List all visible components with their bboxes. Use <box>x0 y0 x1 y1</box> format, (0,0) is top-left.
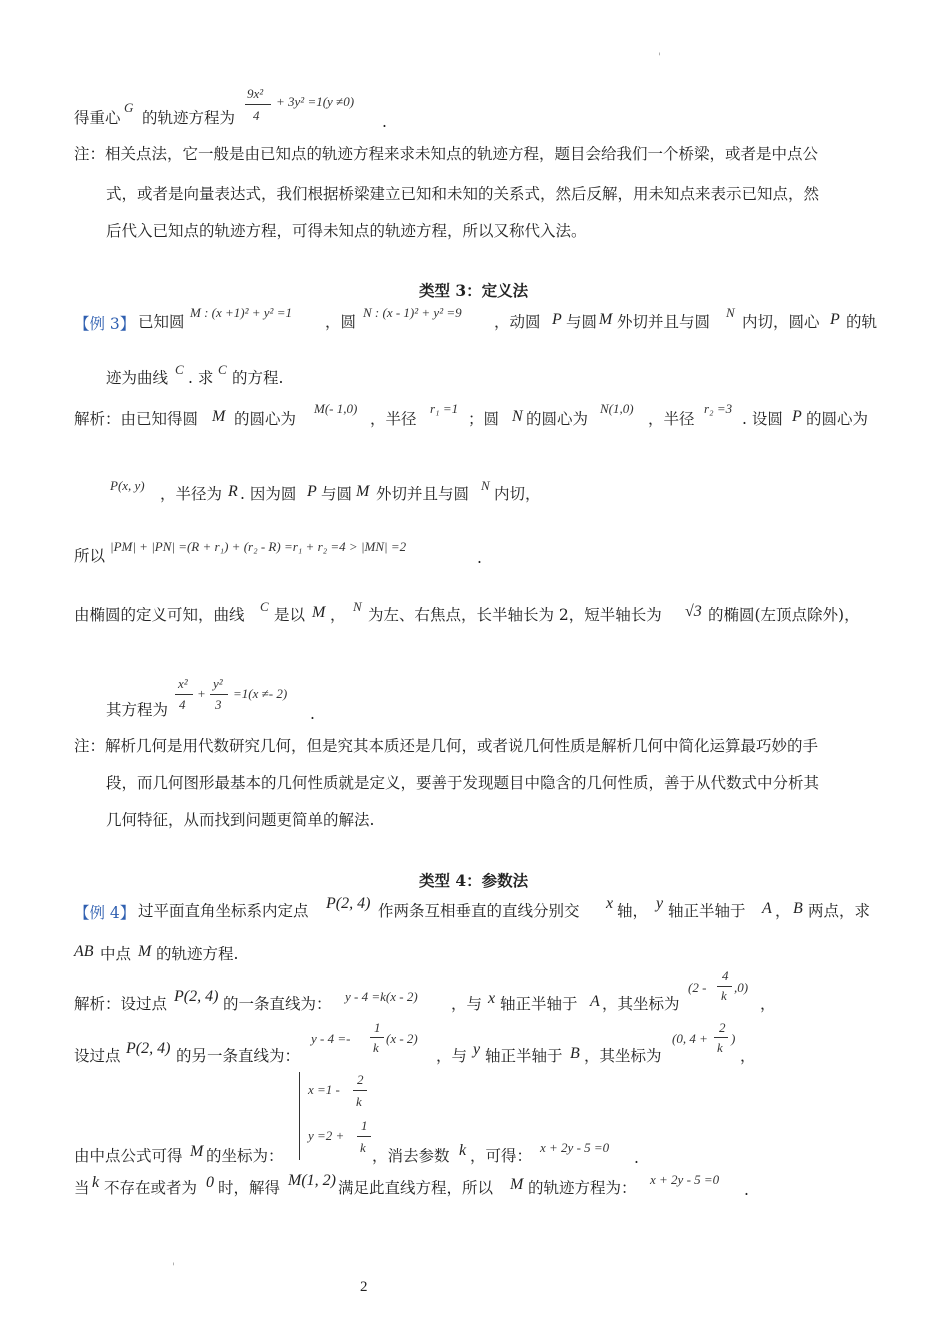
note2-line-2: 段，而几何图形最基本的几何性质就是定义，要善于发现题目中隐含的几何性质，善于从代数式中分析其 <box>106 774 820 792</box>
footer-mark: ' <box>172 1262 175 1273</box>
equation-rest: =1(x ≠- 2) <box>233 686 288 701</box>
fraction-denominator: 3 <box>215 697 222 712</box>
text: 由椭圆的定义可知，曲线 <box>74 606 245 624</box>
var-b: B <box>793 900 803 917</box>
system-eq2: y =2 + <box>308 1128 345 1143</box>
comma: ， <box>760 995 776 1013</box>
var-x: x <box>606 895 614 912</box>
var-m: M <box>510 1176 524 1193</box>
page-number: 2 <box>360 1279 368 1295</box>
text: ，与 <box>451 995 483 1013</box>
var-c: C <box>175 362 184 377</box>
coord-prefix: (2 - <box>688 980 707 995</box>
number-zero: 0 <box>206 1174 214 1191</box>
coord-suffix: ) <box>731 1031 736 1046</box>
fraction-numerator: 2 <box>719 1020 726 1035</box>
section-heading-type3: 类型 3：定义法 <box>419 281 529 300</box>
center-m: M(- 1,0) <box>314 401 358 416</box>
note1-line-1: 注：相关点法，它一般是由已知点的轨迹方程来求未知点的轨迹方程，题目会给我们一个桥梁，或者是中点公 <box>74 145 819 163</box>
example-label: 【例 3】 <box>74 315 136 333</box>
radius-r1: r₁ =1 <box>430 401 459 416</box>
text: ， <box>775 902 791 920</box>
var-c: C <box>218 362 227 377</box>
fraction-denominator: k <box>356 1094 362 1109</box>
text: 迹为曲线 <box>106 369 169 387</box>
fraction-numerator: x² <box>178 676 188 691</box>
text: 的轨迹方程. <box>156 945 239 963</box>
text: ，半径 <box>648 410 695 428</box>
text: 轴正半轴于 <box>668 902 746 920</box>
text: . 设圆 <box>742 410 783 428</box>
comma: ， <box>740 1047 756 1065</box>
fraction-numerator: 1 <box>374 1020 381 1035</box>
var-n: N <box>726 305 735 320</box>
var-p: P <box>792 408 802 425</box>
text: 的轨迹方程为 <box>142 109 236 127</box>
fraction-bar <box>210 694 228 695</box>
fraction-denominator: k <box>373 1040 379 1055</box>
fraction-numerator: 4 <box>722 968 729 983</box>
text: 的圆心为 <box>806 410 869 428</box>
text: 外切并且与圆 <box>617 313 711 331</box>
var-m: M <box>190 1143 204 1160</box>
text: 为左、右焦点，长半轴长为 2，短半轴长为 <box>368 606 662 624</box>
var-k: k <box>459 1142 467 1159</box>
period: . <box>382 113 387 131</box>
var-c: C <box>260 599 269 614</box>
text: ，动圆 <box>494 313 541 331</box>
text: 的轨迹方程为： <box>528 1179 637 1197</box>
text: 当 <box>74 1179 90 1197</box>
text: 得重心 <box>74 109 121 127</box>
text: 时，解得 <box>218 1179 281 1197</box>
text: 不存在或者为 <box>104 1179 198 1197</box>
line-equation: y - 4 =k(x - 2) <box>345 989 418 1004</box>
text: 内切， <box>494 485 541 503</box>
fraction-numerator: 2 <box>357 1072 364 1087</box>
var-y: y <box>656 895 664 912</box>
header-mark: ' <box>658 52 661 63</box>
segment-ab: AB <box>74 943 94 960</box>
period: . <box>744 1181 749 1199</box>
text: . 求 <box>188 369 214 387</box>
radius-r2: r₂ =3 <box>704 401 733 416</box>
fraction-bar <box>175 694 193 695</box>
text: ，半径为 <box>160 485 223 503</box>
fraction-numerator: y² <box>213 676 223 691</box>
var-p: P <box>307 483 317 500</box>
text: 其方程为 <box>106 701 169 719</box>
text: 内切，圆心 <box>742 313 820 331</box>
text: 两点，求 <box>808 902 871 920</box>
text: 作两条互相垂直的直线分别交 <box>378 902 580 920</box>
var-r: R <box>228 483 238 500</box>
line-centroid-equation <box>74 108 121 128</box>
fraction-denominator: 4 <box>253 108 260 123</box>
var-p: P <box>552 311 562 328</box>
var-k: k <box>92 1174 100 1191</box>
note1-line-3: 后代入已知点的轨迹方程，可得未知点的轨迹方程，所以又称代入法。 <box>106 222 587 240</box>
note2-line-1: 注：解析几何是用代数研究几何，但是究其本质还是几何，或者说几何性质是解析几何中简化运算最巧妙的手 <box>74 737 819 755</box>
var-m: M <box>138 943 152 960</box>
period: . <box>477 549 482 567</box>
var-x: x <box>488 990 496 1007</box>
text: 解析：设过点 <box>74 995 168 1013</box>
text: 的椭圆(左顶点除外)， <box>708 606 860 624</box>
var-p: P <box>830 311 840 328</box>
var-a: A <box>762 900 772 917</box>
var-m: M <box>212 408 226 425</box>
note2-line-3: 几何特征，从而找到问题更简单的解法. <box>106 811 375 829</box>
point-p: P(2, 4) <box>126 1040 171 1057</box>
text: 轴正半轴于 <box>485 1047 563 1065</box>
text: 的一条直线为： <box>223 995 332 1013</box>
var-y: y <box>473 1041 481 1058</box>
fraction-denominator: 4 <box>179 697 186 712</box>
text: 轴正半轴于 <box>500 995 578 1013</box>
point-p: P(x, y) <box>110 478 145 493</box>
result-equation: x + 2y - 5 =0 <box>650 1172 720 1187</box>
note1-line-2: 式，或者是向量表达式，我们根据桥梁建立已知和未知的关系式，然后反解，用未知点来表示已知点，然 <box>106 185 820 203</box>
fraction-bar <box>245 104 271 105</box>
text: 满足此直线方程，所以 <box>338 1179 494 1197</box>
var-a: A <box>590 993 600 1010</box>
text: 由中点公式可得 <box>74 1147 183 1165</box>
line-equation-prefix: y - 4 =- <box>311 1031 351 1046</box>
text: 与圆 <box>321 485 353 503</box>
fraction-bar <box>717 986 732 987</box>
var-n: N <box>481 478 490 493</box>
text: 与圆 <box>566 313 598 331</box>
text: 的另一条直线为： <box>176 1047 301 1065</box>
point-p: P(2, 4) <box>174 988 219 1005</box>
text: ， <box>330 606 346 624</box>
text: ，其坐标为 <box>602 995 680 1013</box>
text: ，其坐标为 <box>584 1047 662 1065</box>
var-g: G <box>124 100 134 115</box>
text: 的圆心为 <box>234 410 297 428</box>
point-m: M(1, 2) <box>288 1172 336 1189</box>
text: ，可得： <box>470 1147 533 1165</box>
text: 过平面直角坐标系内定点 <box>138 902 309 920</box>
text: ，消去参数 <box>372 1147 450 1165</box>
sqrt-three: √3 <box>685 603 702 620</box>
fraction-numerator: 1 <box>361 1118 368 1133</box>
line-equation-suffix: (x - 2) <box>386 1031 418 1046</box>
circle-n-equation: N : (x - 1)² + y² =9 <box>363 305 462 320</box>
var-n: N <box>353 599 362 614</box>
example-label: 【例 4】 <box>74 904 136 922</box>
plus: + <box>197 686 206 701</box>
fraction-denominator: k <box>717 1040 723 1055</box>
text: 外切并且与圆 <box>376 485 470 503</box>
system-eq1: x =1 - <box>308 1082 340 1097</box>
text: 已知圆 <box>138 313 185 331</box>
text: ，半径 <box>370 410 417 428</box>
text: 是以 <box>274 606 306 624</box>
fraction-bar <box>353 1090 367 1091</box>
center-n: N(1,0) <box>600 401 634 416</box>
var-m: M <box>356 483 370 500</box>
var-m: M <box>599 311 613 328</box>
text: 设过点 <box>74 1047 121 1065</box>
text: 中点 <box>100 945 132 963</box>
text: 解析：由已知得圆 <box>74 410 199 428</box>
distance-equation: |PM| + |PN| =(R + r₁) + (r₂ - R) =r₁ + r₂ =4 > |MN| =2 <box>110 539 407 554</box>
section-heading-type4: 类型 4：参数法 <box>419 871 529 890</box>
point-p: P(2, 4) <box>326 895 371 912</box>
result-equation: x + 2y - 5 =0 <box>540 1140 610 1155</box>
text: 轴， <box>617 902 649 920</box>
text: . 因为圆 <box>240 485 297 503</box>
coord-suffix: ,0) <box>734 980 749 995</box>
coord-prefix: (0, 4 + <box>672 1031 708 1046</box>
var-b: B <box>570 1045 580 1062</box>
period: . <box>310 705 315 723</box>
equation-rest: + 3y² =1(y ≠0) <box>276 94 355 109</box>
text: 的坐标为： <box>206 1147 284 1165</box>
text: 所以 <box>74 547 106 565</box>
var-m: M <box>312 604 326 621</box>
text: 的轨 <box>846 313 878 331</box>
fraction-bar <box>370 1037 384 1038</box>
text: 的圆心为 <box>526 410 589 428</box>
text: ，与 <box>436 1047 468 1065</box>
fraction-numerator: 9x² <box>247 86 264 101</box>
var-n: N <box>512 408 523 425</box>
text: 的方程. <box>232 369 284 387</box>
fraction-denominator: k <box>721 988 727 1003</box>
fraction-denominator: k <box>360 1140 366 1155</box>
period: . <box>634 1149 639 1167</box>
fraction-bar <box>357 1136 371 1137</box>
text: ；圆 <box>468 410 500 428</box>
system-brace <box>299 1072 306 1160</box>
text: ，圆 <box>325 313 357 331</box>
circle-m-equation: M : (x +1)² + y² =1 <box>190 305 292 320</box>
fraction-bar <box>714 1037 728 1038</box>
